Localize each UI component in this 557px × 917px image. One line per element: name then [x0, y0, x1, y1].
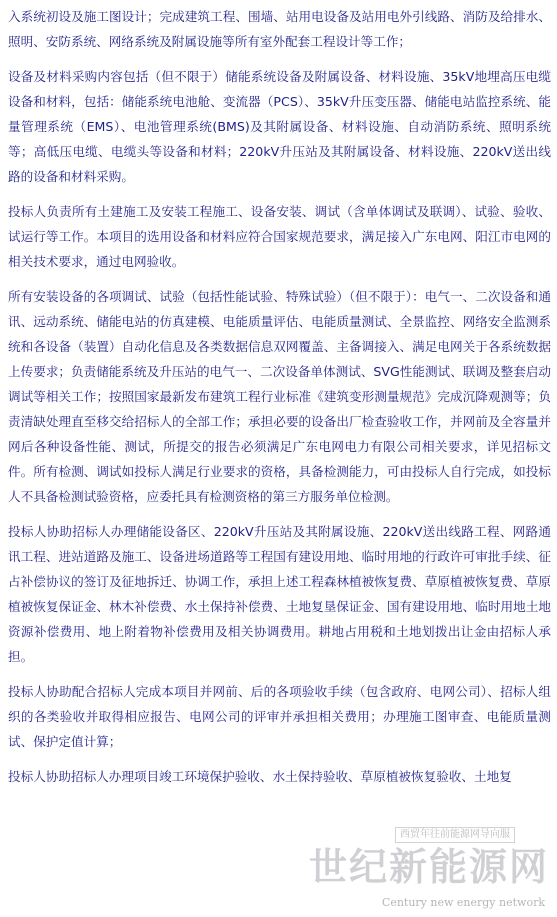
paragraph-environment: 投标人协助招标人办理项目竣工环境保护验收、水土保持验收、草原植被恢复验收、土地复 [8, 769, 512, 784]
paragraph-testing: 所有安装设备的各项调试、试验（包括性能试验、特殊试验）（但不限于）：电气一、二次设备和通讯、远动系统、储能电站的仿真建模、电能质量评估、电能质量测试、全景监控、网络安全监测系统和各设备（装置）自动化信息及各类数据信息双网覆盖、主备调接入、满足电网关于各系统数据上传要求；负责储能系统及升压站的电气一、二次设备单体测试、SVG性能测试、联调及整套启动调试等相关工作；按照国家最新发布建筑工程行业标准《建筑变形测量规范》完成沉降观测等；负责清缺处理直至移交给招标人的全部工作；承担必要的设备出厂检查验收工作，并网前及全容量并网后各种设备性能、测试，所提交的报告必须满足广东电网电力有限公司相关要求，详见招标文件。所有检测、调试如投标人满足行业要求的资格，具备检测能力，可由投标人自行完成，如投标人不具备检测试验资格，应委托具有检测资格的第三方服务单位检测。 [8, 289, 551, 504]
paragraph-procurement: 设备及材料采购内容包括（但不限于）储能系统设备及附属设备、材料设施、35kV地埋高压电缆设备和材料，包括：储能系统电池舱、变流器（PCS）、35kV升压变压器、储能电站监控系统、能量管理系统（EMS）、电池管理系统(BMS)及其附属设备、材料设施、自动消防系统、照明系统等；高低压电缆、电缆头等设备和材料；220kV升压站及其附属设备、材料设施、220kV送出线路的设备和材料采购。 [8, 69, 551, 184]
watermark-subtitle: Century new energy network [381, 896, 545, 909]
paragraph-land-permits: 投标人协助招标人办理储能设备区、220kV升压站及其附属设施、220kV送出线路工程、网路通讯工程、进站道路及施工、设备进场道路等工程国有建设用地、临时用地的行政许可审批手续、征占补偿协议的签订及征地拆迁、协调工作，承担上述工程森林植被恢复费、草原植被恢复费、草原植被恢复保证金、林木补偿费、水土保持补偿费、土地复垦保证金、国有建设用地、临时用地土地资源补偿费用、地上附着物补偿费用及相关协调费用。耕地占用税和土地划拨出让金由招标人承担。 [8, 524, 551, 664]
paragraph-design-scope: 入系统初设及施工图设计；完成建筑工程、围墙、站用电设备及站用电外引线路、消防及给排水、照明、安防系统、网络系统及附属设施等所有室外配套工程设计等工作； [8, 9, 551, 49]
paragraph-construction: 投标人负责所有土建施工及安装工程施工、设备安装、调试（含单体调试及联调）、试验、验收、试运行等工作。本项目的选用设备和材料应符合国家规范要求，满足接入广东电网、阳江市电网的相关技术要求，通过电网验收。 [8, 204, 551, 269]
paragraph-acceptance: 投标人协助配合招标人完成本项目并网前、后的各项验收手续（包含政府、电网公司）、招标人组织的各类验收并取得相应报告、电网公司的评审并承担相关费用；办理施工图审查、电能质量测试、保护定值计算； [8, 684, 551, 749]
watermark-tag: 西贸年往前能源网导向服 [395, 827, 515, 843]
watermark-title: 世纪新能源网 [308, 844, 549, 889]
